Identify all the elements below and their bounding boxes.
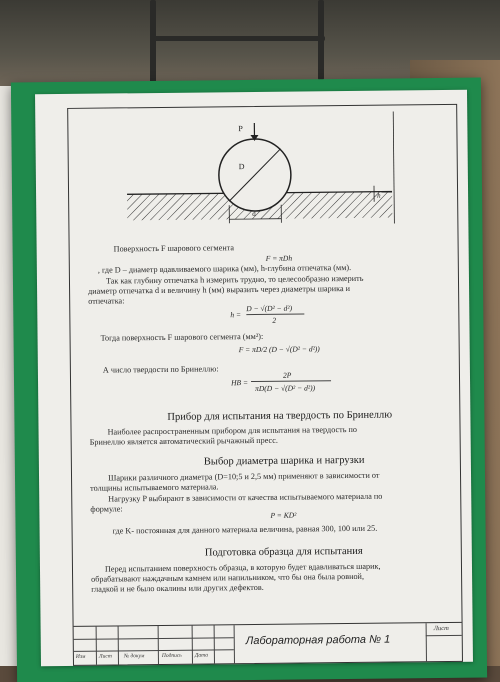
- stamp-row-line: [74, 649, 234, 652]
- stamp-docum: № докум: [124, 653, 145, 659]
- formula-h-den: 2: [272, 316, 276, 325]
- stamp-col-line: [214, 625, 215, 663]
- title-block: [74, 622, 462, 665]
- formula-h-num: D − √(D² − d²): [246, 304, 292, 313]
- chair-rail: [150, 36, 325, 41]
- stamp-col-line: [118, 626, 119, 664]
- page-frame: [67, 104, 463, 666]
- formula-hb-num: 2P: [283, 371, 291, 380]
- right-guide: [393, 112, 394, 224]
- formula-h-lhs: h =: [230, 310, 241, 319]
- text-ball-2: толщины испытываемого материала.: [90, 482, 219, 493]
- stamp-sheet-label: Лист: [434, 625, 449, 632]
- text-device-2: Бринеллю является автоматический рычажный пресс.: [90, 436, 278, 448]
- brinell-diagram: [68, 111, 457, 227]
- diameter-label: D: [239, 162, 245, 171]
- stamp-izm: Изм: [76, 654, 86, 660]
- chair-rail: [150, 0, 156, 88]
- stamp-col-line: [426, 623, 427, 661]
- formula-p: P = KD²: [270, 511, 296, 520]
- text-prep-3: гладкой и не было окалины или других дефектов.: [91, 583, 264, 595]
- text-depth-hard: Так как глубину отпечатка h измерить трудно, то целесообразно измерить: [106, 274, 364, 287]
- force-label: P: [238, 124, 243, 133]
- text-ball-1: Шарики различного диаметра (D=10;5 и 2,5 мм) применяют в зависимости от: [108, 471, 380, 484]
- stamp-podpis: Подпись: [162, 653, 182, 659]
- formula-hb-den: πD(D − √(D² − d²)): [255, 383, 315, 393]
- depth-label: h: [377, 192, 381, 200]
- formula-hb-lhs: HB =: [231, 378, 248, 387]
- section-title-device: Прибор для испытания на твердость по Бринеллю: [167, 410, 392, 423]
- text-surface: Поверхность F шарового сегмента: [114, 243, 234, 254]
- text-surface-mm2: Тогда поверхность F шарового сегмента (мм²):: [101, 332, 264, 344]
- text-hardness: А число твердости по Бринеллю:: [103, 364, 219, 375]
- formula-f: F = πDh: [266, 254, 292, 263]
- formula-f-full: F = πD/2 (D − √(D² − d²)): [239, 344, 320, 354]
- section-title-ball: Выбор диаметра шарика и нагрузки: [204, 455, 365, 468]
- text-prep-1: Перед испытанием поверхность образца, в которую будет вдавливаться шарик,: [105, 562, 381, 575]
- stamp-col-line: [234, 625, 235, 663]
- stamp-data: Дата: [195, 652, 208, 658]
- text-measure: диаметр отпечатка d и величину h (мм) выразить через диаметры шарика и: [88, 284, 350, 297]
- document-page: [35, 90, 473, 666]
- section-title-prep: Подготовка образца для испытания: [205, 546, 363, 559]
- text-prep-2: обрабатывают наждачным камнем или напильником, что бы она была ровной,: [91, 572, 364, 585]
- text-k-constant: где K- постоянная для данного материала величина, равная 300, 100 или 25.: [113, 524, 378, 537]
- stamp-title: Лабораторная работа № 1: [246, 634, 391, 648]
- stamp-col-line: [96, 627, 97, 665]
- stamp-list: Лист: [99, 654, 112, 660]
- text-load-2: формуле:: [90, 504, 122, 514]
- stamp-col-line: [192, 626, 193, 664]
- imprint-label: d: [252, 210, 256, 218]
- fraction-bar: [251, 380, 331, 382]
- text-definitions: , где D – диаметр вдавливаемого шарика (мм), h-глубина отпечатка (мм).: [98, 263, 351, 276]
- text-load-1: Нагрузку P выбирают в зависимости от качества испытываемого материала по: [108, 492, 382, 505]
- dim-d-line: [229, 219, 281, 220]
- text-imprint: отпечатка:: [88, 296, 124, 306]
- stamp-col-line: [158, 626, 159, 664]
- stamp-row-line: [426, 635, 462, 636]
- stamp-row-line: [74, 637, 234, 640]
- text-device-1: Наиболее распространенным прибором для испытания на твердость по: [108, 425, 357, 438]
